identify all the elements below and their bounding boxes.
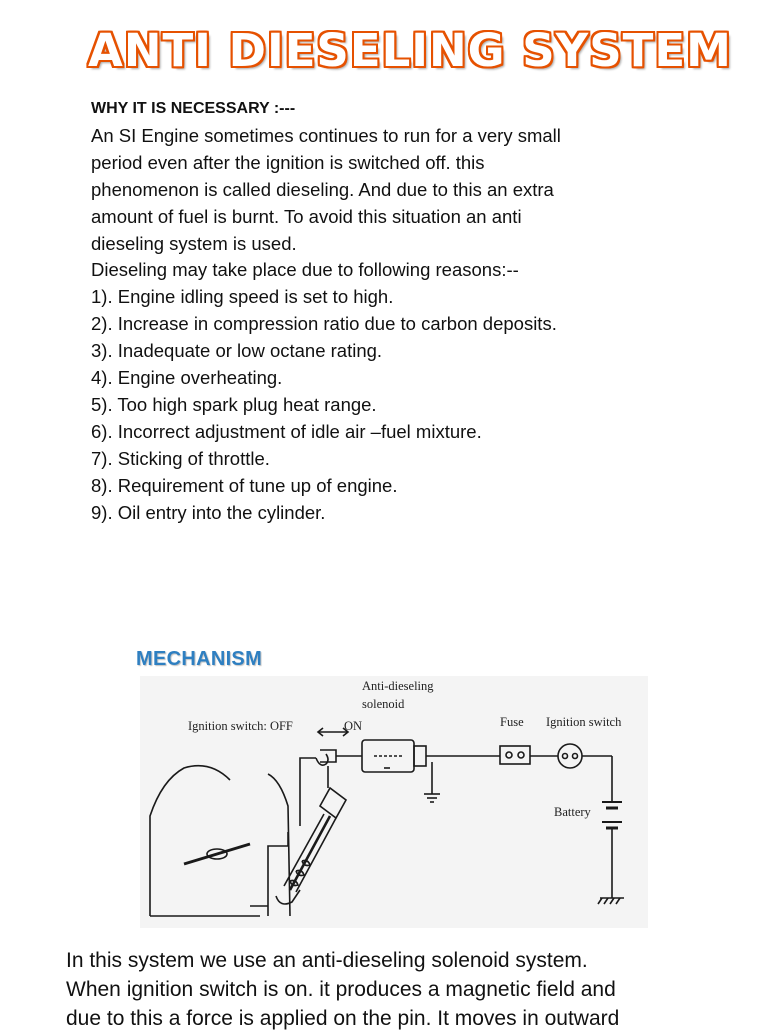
label-on: ON bbox=[344, 719, 363, 733]
reason-item: 6). Incorrect adjustment of idle air –fuel mixture. bbox=[91, 420, 482, 442]
plunger-clip bbox=[316, 754, 328, 765]
page-title bbox=[88, 24, 732, 77]
circuit-diagram-svg bbox=[140, 676, 648, 928]
reason-item: 4). Engine overheating. bbox=[91, 367, 283, 389]
solenoid-pin bbox=[290, 816, 330, 890]
reason-item: 5). Too high spark plug heat range. bbox=[91, 393, 377, 415]
section-heading: WHY IT IS NECESSARY :--- bbox=[91, 100, 296, 117]
fuse-terminal-left bbox=[506, 752, 512, 758]
label-anti-dieseling: Anti-dieseling bbox=[362, 679, 434, 693]
paragraph-line: period even after the ignition is switched off. this bbox=[91, 151, 485, 173]
paragraph-line: phenomenon is called dieseling. And due to this an extra bbox=[91, 178, 554, 200]
description-line: When ignition switch is on. it produces a magnetic field and bbox=[66, 978, 616, 1001]
paragraph-line: An SI Engine sometimes continues to run for a very small bbox=[91, 124, 561, 146]
reason-item: 3). Inadequate or low octane rating. bbox=[91, 340, 383, 362]
paragraph-line: Dieseling may take place due to following reasons:-- bbox=[91, 259, 519, 281]
mechanism-description bbox=[66, 946, 756, 1033]
solenoid-stem bbox=[320, 788, 346, 818]
chassis-ground-hatch bbox=[598, 898, 620, 904]
throttle-plate bbox=[184, 844, 250, 864]
mechanism-diagram bbox=[140, 676, 648, 928]
intake-wall-right bbox=[268, 774, 290, 916]
mechanism-heading: MECHANISM bbox=[136, 648, 263, 670]
label-battery: Battery bbox=[554, 805, 591, 819]
label-solenoid: solenoid bbox=[362, 697, 405, 711]
fuse-box bbox=[500, 746, 530, 764]
reason-item: 2). Increase in compression ratio due to carbon deposits. bbox=[91, 313, 557, 335]
fuse-terminal-right bbox=[518, 752, 524, 758]
reason-item: 7). Sticking of throttle. bbox=[91, 447, 270, 469]
description-line: In this system we use an anti-dieseling solenoid system. bbox=[66, 949, 588, 972]
label-ignition-switch-left: Ignition switch: OFF bbox=[188, 719, 293, 733]
label-ignition-switch-right: Ignition switch bbox=[546, 715, 622, 729]
intake-wall-left bbox=[150, 766, 230, 916]
reason-item: 8). Requirement of tune up of engine. bbox=[91, 474, 398, 496]
paragraph-line: dieseling system is used. bbox=[91, 232, 297, 254]
title-text: ANTI DIESELING SYSTEM bbox=[88, 24, 732, 77]
reason-item: 9). Oil entry into the cylinder. bbox=[91, 501, 326, 523]
necessity-section bbox=[91, 96, 731, 527]
label-fuse: Fuse bbox=[500, 715, 524, 729]
solenoid-cap bbox=[414, 746, 426, 766]
description-line: due to this a force is applied on the pin. It moves in outward bbox=[66, 1007, 620, 1030]
reason-item: 1). Engine idling speed is set to high. bbox=[91, 286, 394, 308]
switch-contact-right bbox=[573, 754, 578, 759]
solenoid-feed-wire bbox=[300, 758, 316, 826]
ignition-switch-symbol bbox=[558, 744, 582, 768]
paragraph-line: amount of fuel is burnt. To avoid this situation an anti bbox=[91, 205, 522, 227]
switch-contact-left bbox=[563, 754, 568, 759]
